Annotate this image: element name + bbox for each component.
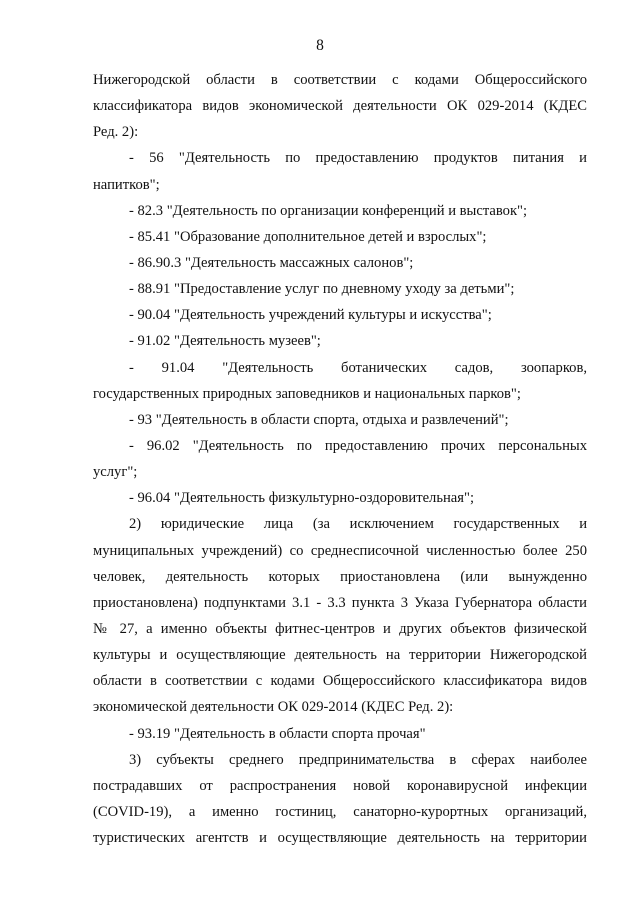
- text-line: напитков";: [93, 176, 160, 193]
- text-line: услуг";: [93, 464, 138, 481]
- text-line: - 86.90.3 "Деятельность массажных салонов";: [129, 254, 414, 271]
- text-line: - 85.41 "Образование дополнительное детей и взрослых";: [129, 228, 487, 245]
- text-line: - 90.04 "Деятельность учреждений культуры и искусства";: [129, 307, 492, 324]
- text-line: классификатора видов экономической деятельности ОК 029-2014 (КДЕС: [93, 98, 587, 115]
- text-line: приостановлена) подпунктами 3.1 - 3.3 пункта 3 Указа Губернатора области: [93, 594, 587, 611]
- text-line: государственных природных заповедников и национальных парков";: [93, 385, 521, 402]
- text-line: № 27, а именно объекты фитнес-центров и других объектов физической: [93, 620, 587, 637]
- text-line: - 82.3 "Деятельность по организации конференций и выставок";: [129, 202, 528, 219]
- document-body: [93, 67, 587, 851]
- text-line: 3) субъекты среднего предпринимательства в сферах наиболее: [129, 751, 587, 768]
- text-line: - 96.02 "Деятельность по предоставлению прочих персональных: [129, 437, 587, 454]
- page-number: 8: [316, 37, 324, 54]
- text-line: культуры и осуществляющие деятельность на территории Нижегородской: [93, 647, 587, 664]
- text-line: области в соответствии с кодами Общероссийского классификатора видов: [93, 673, 587, 690]
- text-line: Ред. 2):: [93, 124, 139, 141]
- text-line: пострадавших от распространения новой коронавирусной инфекции: [93, 777, 587, 794]
- text-line: 2) юридические лица (за исключением государственных и: [129, 516, 587, 533]
- text-line: экономической деятельности ОК 029-2014 (КДЕС Ред. 2):: [93, 699, 454, 716]
- text-line: муниципальных учреждений) со среднесписочной численностью более 250: [93, 542, 587, 559]
- text-line: - 91.04 "Деятельность ботанических садов, зоопарков,: [129, 359, 587, 376]
- text-line: - 93 "Деятельность в области спорта, отдыха и развлечений";: [129, 411, 509, 428]
- text-line: - 56 "Деятельность по предоставлению продуктов питания и: [129, 150, 587, 167]
- text-line: - 91.02 "Деятельность музеев";: [129, 333, 321, 350]
- text-line: - 96.04 "Деятельность физкультурно-оздоровительная";: [129, 490, 475, 507]
- text-line: - 93.19 "Деятельность в области спорта прочая": [129, 725, 426, 742]
- text-line: человек, деятельность которых приостановлена (или вынужденно: [93, 568, 587, 585]
- text-line: - 88.91 "Предоставление услуг по дневному уходу за детьми";: [129, 281, 515, 298]
- text-line: (COVID-19), а именно гостиниц, санаторно-курортных организаций,: [93, 803, 587, 820]
- text-line: туристических агентств и осуществляющие деятельность на территории: [93, 830, 587, 847]
- text-line: Нижегородской области в соответствии с кодами Общероссийского: [93, 72, 587, 88]
